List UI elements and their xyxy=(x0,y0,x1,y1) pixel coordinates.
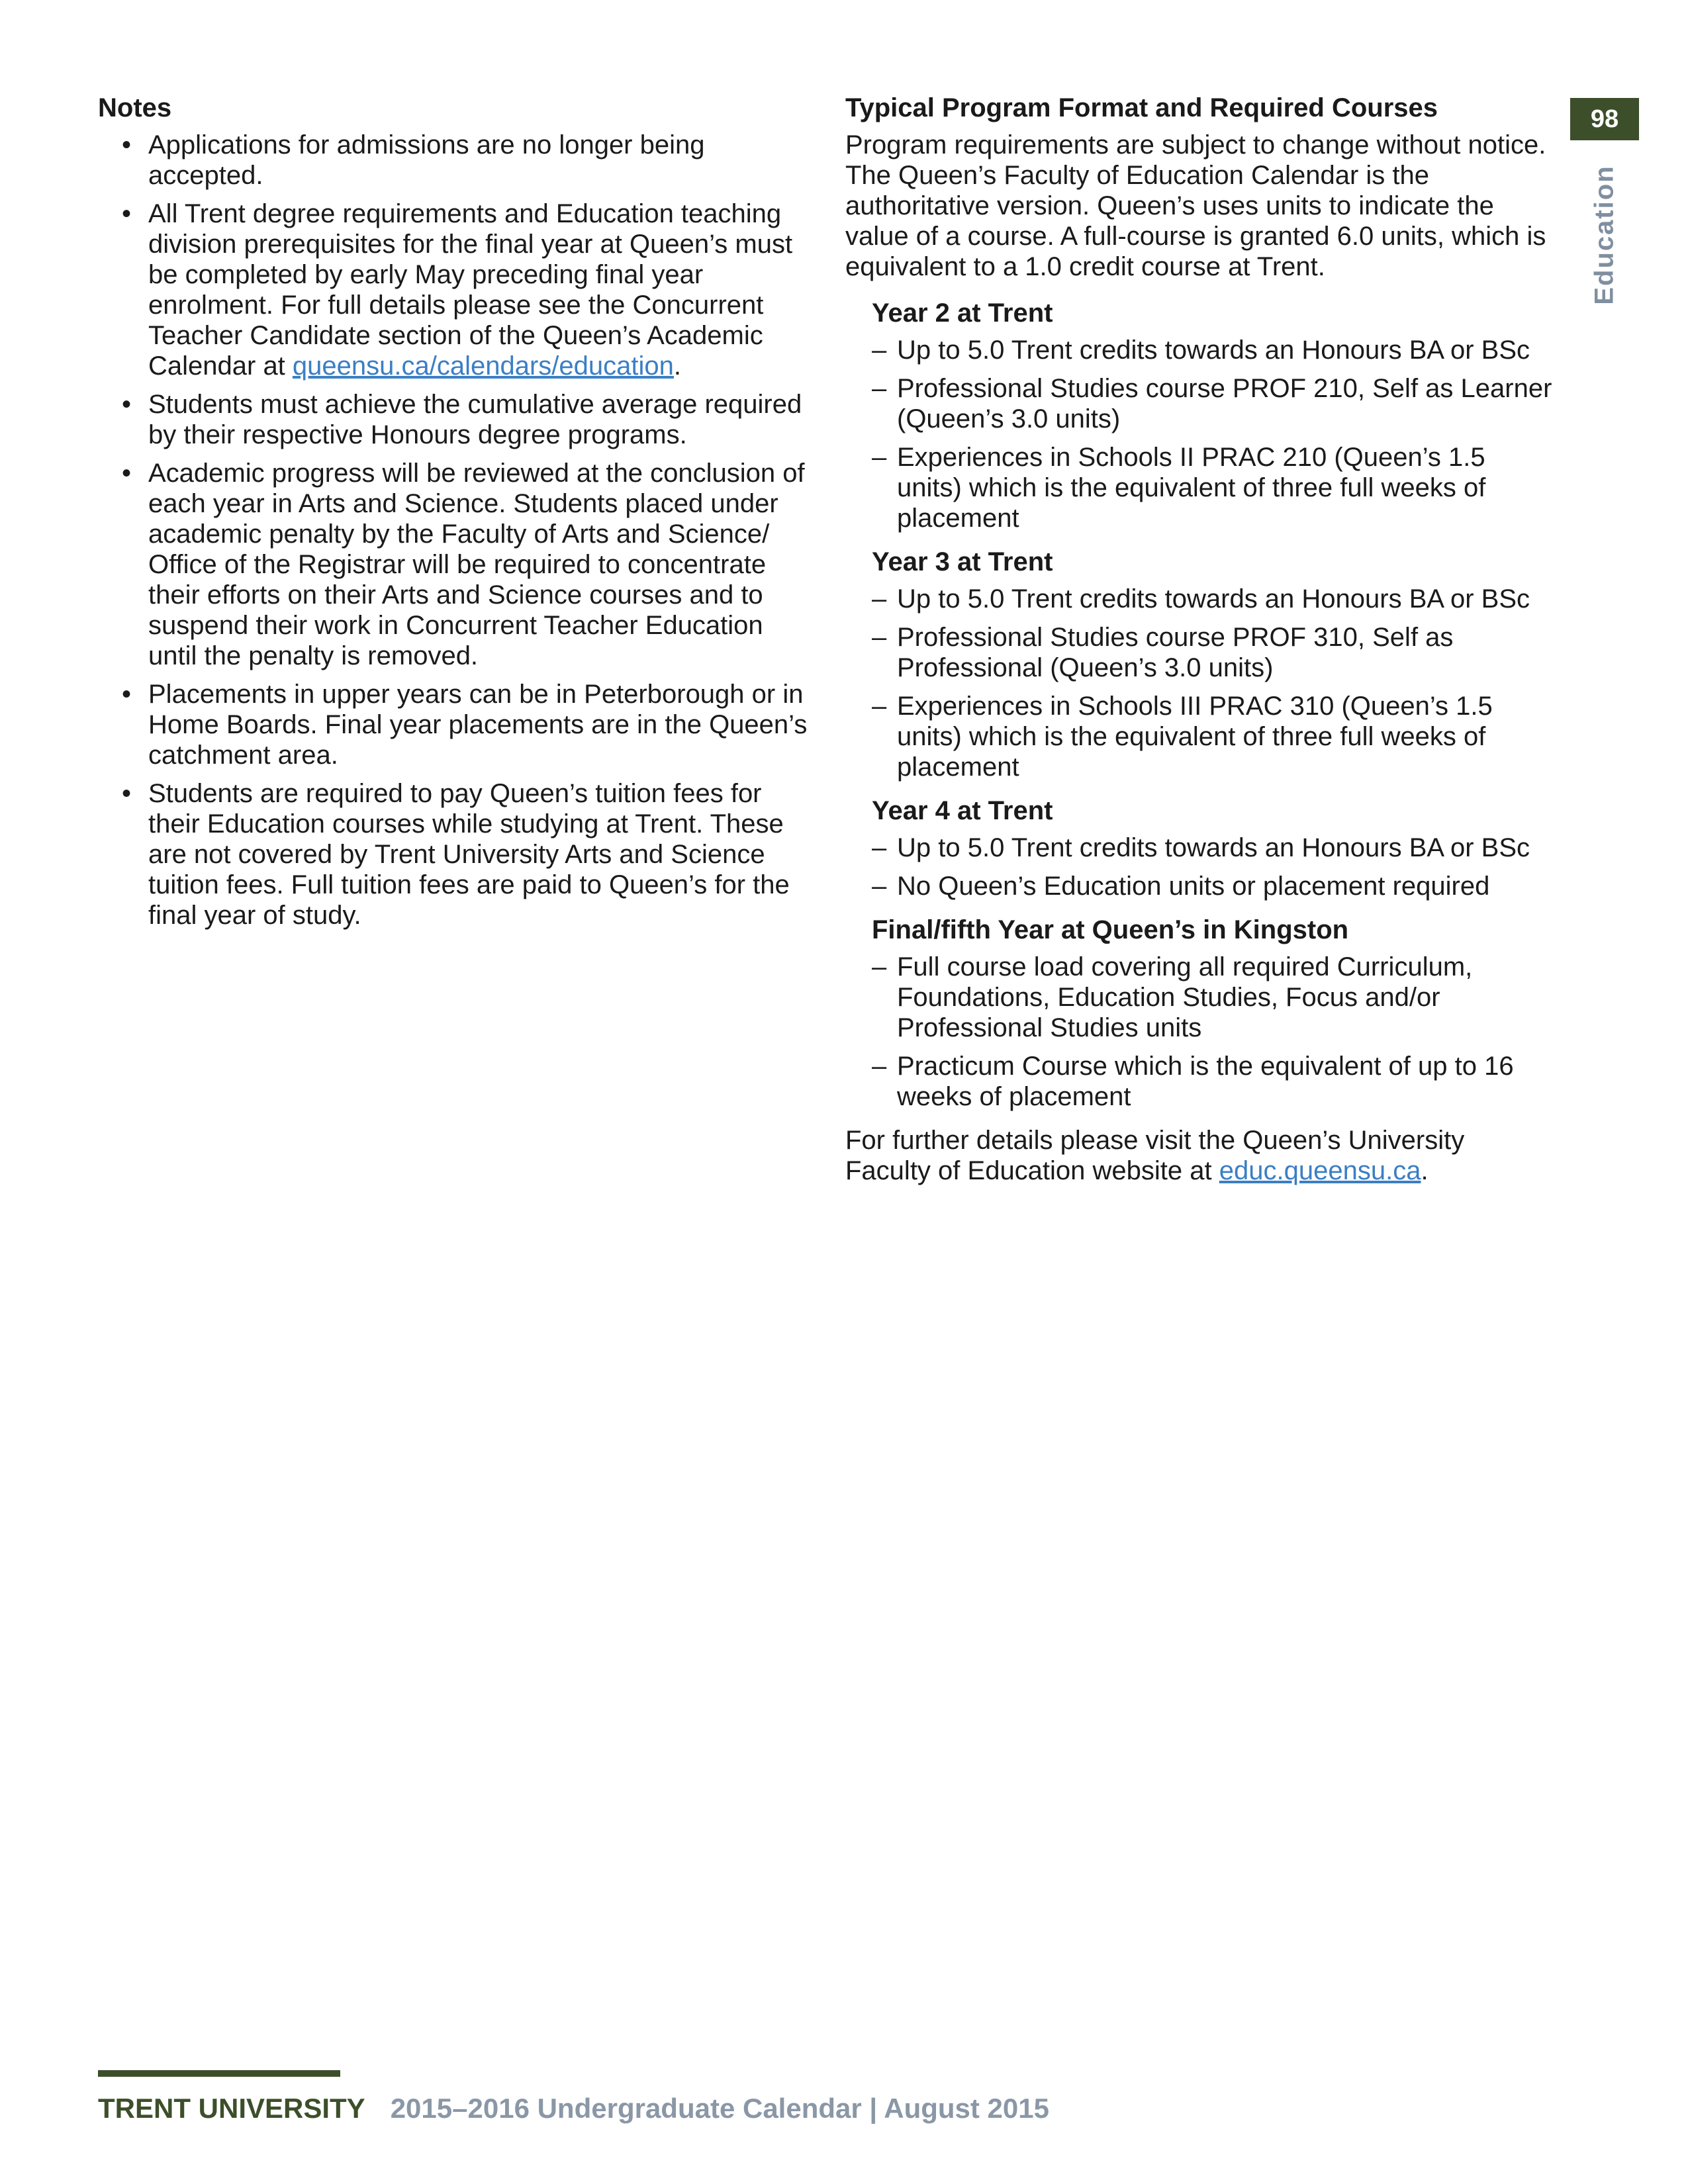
footer-calendar: 2015–2016 Undergraduate Calendar | August 2015 xyxy=(390,2093,1049,2124)
program-intro: Program requirements are subject to change without notice. The Queen’s Faculty of Education Calendar is the authoritative version. Queen’s uses units to indicate the value of a course. A full-course is granted 6.0 units, which is equivalent to a 1.0 credit course at Trent. xyxy=(845,130,1546,281)
year-list xyxy=(872,584,1554,782)
list-item xyxy=(98,778,813,931)
year-4-section xyxy=(872,796,1554,901)
page-footer xyxy=(98,2091,1049,2126)
queens-calendar-link[interactable]: queensu.ca/calendars/education xyxy=(292,351,674,381)
note-text-after: . xyxy=(673,351,682,381)
final-year-section xyxy=(872,915,1554,1112)
year-list xyxy=(872,833,1554,901)
list-item xyxy=(98,389,813,450)
list-item: – Full course load covering all required Curriculum, Foundations, Education Studies, Focus and/or Professional Studies units xyxy=(872,952,1554,1043)
closing-text: For further details please visit the Queen’s University Faculty of Education website at xyxy=(845,1126,1465,1185)
footer-rule xyxy=(98,2070,340,2077)
program-heading: Typical Program Format and Required Courses xyxy=(845,93,1438,122)
year-title: Year 2 at Trent xyxy=(872,298,1053,328)
list-item xyxy=(98,130,813,191)
year-title: Final/fifth Year at Queen’s in Kingston xyxy=(872,915,1349,944)
program-column xyxy=(845,93,1554,1186)
year-2-section xyxy=(872,298,1554,533)
list-item xyxy=(98,199,813,381)
section-side-label: Education xyxy=(1589,165,1619,305)
closing-paragraph xyxy=(845,1125,1554,1186)
list-item: – Experiences in Schools II PRAC 210 (Queen’s 1.5 units) which is the equivalent of three full weeks of placement xyxy=(872,442,1554,533)
note-text: All Trent degree requirements and Education teaching division prerequisites for the final year at Queen’s must be completed by early May preceding final year enrolment. For full details please see the Concurrent Teacher Candidate section of the Queen’s Academic Calendar at xyxy=(148,199,793,381)
notes-heading: Notes xyxy=(98,93,172,122)
year-title: Year 4 at Trent xyxy=(872,796,1053,825)
list-item: – Experiences in Schools III PRAC 310 (Queen’s 1.5 units) which is the equivalent of three full weeks of placement xyxy=(872,691,1554,782)
note-text: Students are required to pay Queen’s tuition fees for their Education courses while studying at Trent. These are not covered by Trent University Arts and Science tuition fees. Full tuition fees are paid to Queen’s for the final year of study. xyxy=(148,779,790,930)
note-text: Placements in upper years can be in Peterborough or in Home Boards. Final year placements are in the Queen’s catchment area. xyxy=(148,680,808,770)
list-item: – Professional Studies course PROF 210, Self as Learner (Queen’s 3.0 units) xyxy=(872,373,1554,434)
year-title: Year 3 at Trent xyxy=(872,547,1053,576)
closing-text-after: . xyxy=(1421,1156,1429,1185)
footer-org: TRENT UNIVERSITY xyxy=(98,2093,365,2124)
notes-column xyxy=(98,93,813,938)
year-list xyxy=(872,952,1554,1112)
list-item: – Practicum Course which is the equivalent of up to 16 weeks of placement xyxy=(872,1051,1554,1112)
educ-queensu-link[interactable]: educ.queensu.ca xyxy=(1219,1156,1421,1185)
list-item xyxy=(98,458,813,671)
list-item: – Up to 5.0 Trent credits towards an Honours BA or BSc xyxy=(872,584,1554,614)
notes-list xyxy=(98,130,813,931)
note-text: Academic progress will be reviewed at the conclusion of each year in Arts and Science. Students placed under academic penalty by the Faculty of Arts and Science/ Office of the Registrar will be required to concentrate their efforts on their Arts and Science courses and to suspend their work in Concurrent Teacher Education until the penalty is removed. xyxy=(148,459,805,670)
page-number-badge: 98 xyxy=(1570,98,1639,140)
year-list xyxy=(872,335,1554,533)
note-text: Applications for admissions are no longer being accepted. xyxy=(148,130,705,190)
list-item: – Up to 5.0 Trent credits towards an Honours BA or BSc xyxy=(872,335,1554,365)
list-item: – Professional Studies course PROF 310, Self as Professional (Queen’s 3.0 units) xyxy=(872,622,1554,683)
note-text: Students must achieve the cumulative average required by their respective Honours degree programs. xyxy=(148,390,802,449)
list-item: – No Queen’s Education units or placement required xyxy=(872,871,1554,901)
list-item: – Up to 5.0 Trent credits towards an Honours BA or BSc xyxy=(872,833,1554,863)
list-item xyxy=(98,679,813,770)
year-3-section xyxy=(872,547,1554,782)
